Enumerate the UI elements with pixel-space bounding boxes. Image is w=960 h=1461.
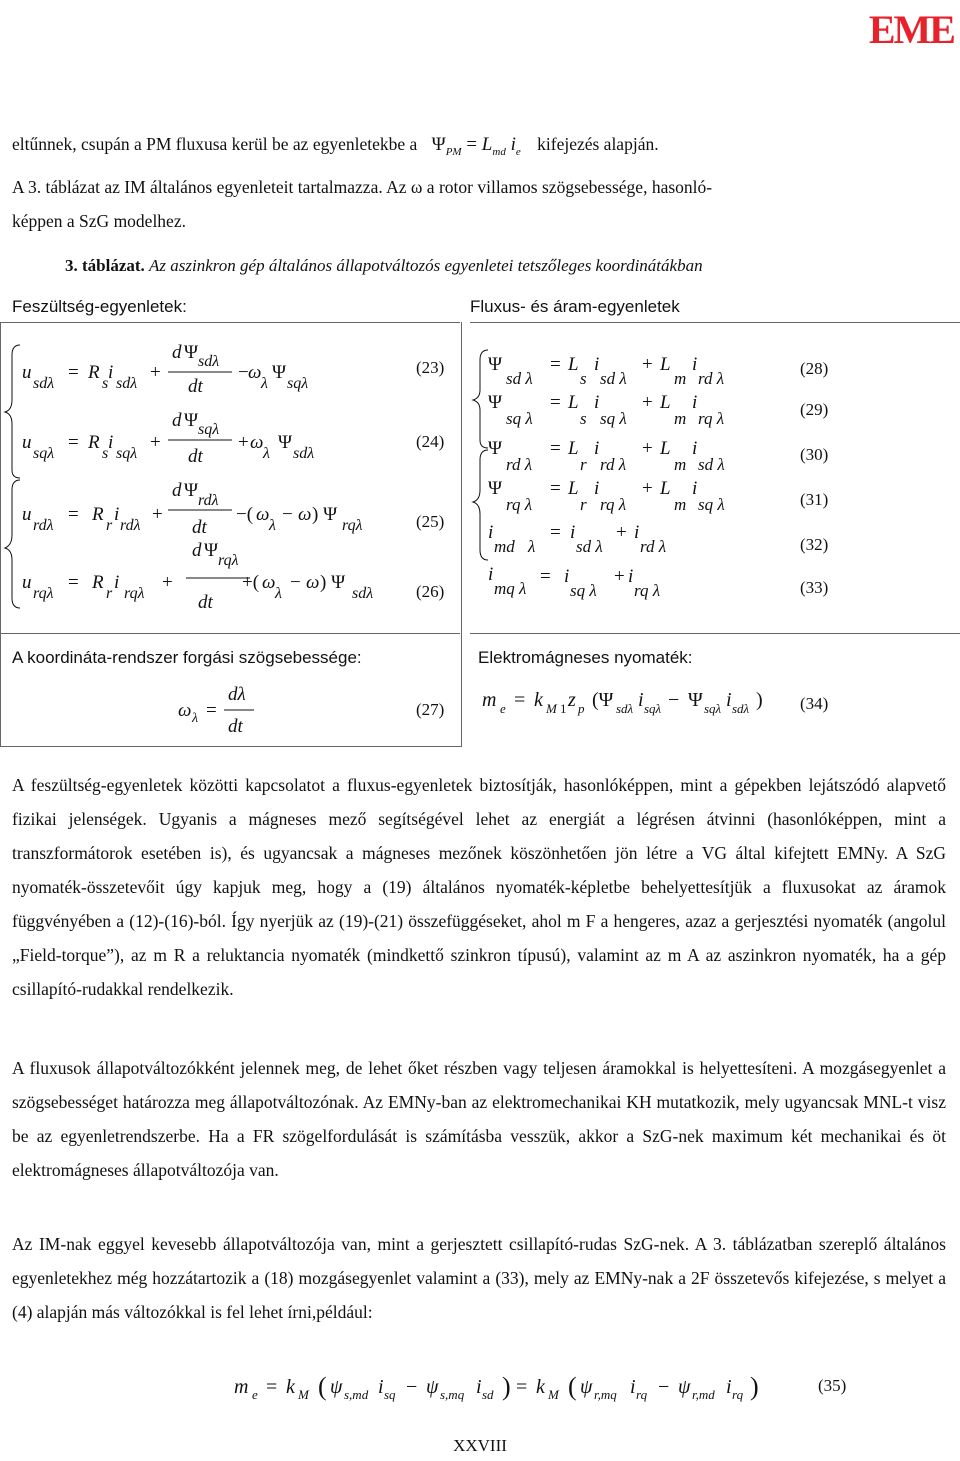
svg-text:i: i bbox=[488, 522, 494, 543]
svg-text:=: = bbox=[550, 392, 561, 413]
svg-text:sqλ: sqλ bbox=[33, 445, 55, 462]
intro-line1-after: kifejezés alapján. bbox=[537, 134, 659, 154]
svg-text:d: d bbox=[172, 342, 182, 363]
svg-text:r: r bbox=[106, 585, 113, 602]
table-caption bbox=[65, 256, 703, 276]
svg-text:=: = bbox=[540, 566, 551, 587]
svg-text:L: L bbox=[660, 354, 671, 375]
table-bottom-line bbox=[0, 746, 461, 747]
svg-text:ψ: ψ bbox=[330, 1376, 343, 1398]
svg-text:ω: ω bbox=[306, 572, 320, 593]
body-paragraph-3: Az IM-nak eggyel kevesebb állapotváltozója van, mint a gerjesztett csillapító-rudas SzG-nek. A 3. táblázatban szereplő általános egyenletekhez még hozzátartozik a (18) mozgásegyenlet valamint a (33), mely az EMNy-nak a 2F összetevős kifejezése, s melyet a (4) alapján más változókkal is fel lehet írni,például: bbox=[12, 1234, 946, 1322]
svg-text:−: − bbox=[668, 689, 680, 711]
svg-text:rdλ: rdλ bbox=[33, 517, 54, 534]
svg-text:R: R bbox=[88, 432, 100, 453]
svg-text:L: L bbox=[568, 392, 579, 413]
svg-text:rqλ: rqλ bbox=[218, 552, 239, 569]
svg-text:u: u bbox=[22, 432, 32, 453]
svg-text:i: i bbox=[692, 354, 698, 375]
svg-text:rd λ: rd λ bbox=[698, 369, 725, 388]
flux-equations-figure bbox=[468, 330, 958, 620]
svg-text:Ψ: Ψ bbox=[488, 354, 503, 375]
intro-line1-before: eltűnnek, csupán a PM fluxusa kerül be az egyenletekbe a bbox=[12, 134, 418, 154]
svg-text:−: − bbox=[238, 362, 249, 383]
svg-text:p: p bbox=[578, 701, 585, 716]
svg-text:): ) bbox=[502, 1372, 511, 1401]
svg-text:k: k bbox=[534, 689, 543, 711]
svg-text:i: i bbox=[726, 689, 732, 711]
svg-text:−: − bbox=[658, 1376, 670, 1398]
svg-text:md: md bbox=[494, 537, 515, 556]
svg-text:m: m bbox=[482, 689, 497, 711]
journal-logo: EME bbox=[868, 7, 954, 52]
svg-text:sdλ: sdλ bbox=[616, 701, 634, 716]
svg-text:R: R bbox=[88, 362, 100, 383]
svg-text:λ: λ bbox=[269, 517, 276, 534]
svg-text:r: r bbox=[106, 517, 113, 534]
svg-text:L: L bbox=[660, 438, 671, 459]
svg-text:s: s bbox=[580, 369, 587, 388]
pm-flux-formula: $\Psi_{PM} = L_{md}$ $i_e$ bbox=[431, 134, 521, 158]
svg-text:=: = bbox=[68, 432, 79, 453]
svg-text:i: i bbox=[564, 566, 570, 587]
table-mid-line-right bbox=[470, 633, 960, 634]
svg-text:Ψ: Ψ bbox=[184, 342, 199, 363]
svg-text:Ψ: Ψ bbox=[272, 362, 287, 383]
svg-text:ω: ω bbox=[298, 504, 312, 525]
svg-text:i: i bbox=[594, 478, 600, 499]
eq-number-30: (30) bbox=[800, 445, 829, 464]
svg-text:sq λ: sq λ bbox=[570, 581, 597, 600]
table-top-line-right bbox=[470, 322, 960, 323]
svg-text:rdλ: rdλ bbox=[120, 517, 141, 534]
svg-text:d: d bbox=[172, 480, 182, 501]
svg-text:+: + bbox=[238, 432, 249, 453]
svg-text:=: = bbox=[68, 504, 79, 525]
svg-text:sd λ: sd λ bbox=[600, 369, 627, 388]
svg-text:L: L bbox=[568, 478, 579, 499]
svg-text:ω: ω bbox=[248, 362, 262, 383]
voltage-equations-figure bbox=[0, 330, 460, 620]
svg-text:d: d bbox=[172, 410, 182, 431]
svg-text:i: i bbox=[114, 504, 120, 525]
svg-text:rqλ: rqλ bbox=[124, 585, 145, 602]
svg-text:dt: dt bbox=[192, 517, 207, 538]
svg-text:i: i bbox=[570, 522, 576, 543]
svg-text:=: = bbox=[516, 1376, 528, 1398]
svg-text:s,md: s,md bbox=[344, 1387, 369, 1402]
svg-text:i: i bbox=[594, 438, 600, 459]
svg-text:rqλ: rqλ bbox=[33, 585, 54, 602]
svg-text:sdλ: sdλ bbox=[293, 445, 315, 462]
eq35-formula bbox=[230, 1365, 870, 1411]
svg-text:−(: −( bbox=[236, 504, 254, 525]
svg-text:λ: λ bbox=[528, 537, 536, 556]
svg-text:Ψ: Ψ bbox=[278, 432, 293, 453]
svg-text:i: i bbox=[476, 1376, 482, 1398]
svg-text:(Ψ: (Ψ bbox=[592, 689, 614, 711]
svg-text:sdλ: sdλ bbox=[116, 375, 138, 392]
svg-text:=: = bbox=[266, 1376, 278, 1398]
svg-text:r,mq: r,mq bbox=[594, 1387, 617, 1402]
svg-text:sd: sd bbox=[482, 1387, 494, 1402]
svg-text:=: = bbox=[206, 700, 217, 721]
svg-text:u: u bbox=[22, 504, 32, 525]
svg-text:dt: dt bbox=[188, 446, 203, 467]
svg-text:Ψ: Ψ bbox=[688, 689, 703, 711]
body-paragraph-1: A feszültség-egyenletek közötti kapcsolatot a fluxus-egyenletek biztosítják, hasonlóképpen, mint a gépekben lejátszódó alapvető fizikai jelenségek. Ugyanis a mágneses mező segítségével lehet az energiát a légrésen átvinni (hasonlóképpen, mint a transzformátorok esetében is), és ugyancsak a mágneses mezőnek köszönhetően jön létre a VG által kifejtett EMNy. A SzG nyomaték-összetevőit úgy kapjuk meg, hogy a (19) általános nyomaték-képletbe behelyettesítjük a fluxusokat az áramok függvényében a (12)-(16)-ból. Így nyerjük az (19)-(21) összefüggéseket, ahol m F a hengeres, azaz a gerjesztési nyomaték (angolul „Field-torque”), az m R a reluktancia nyomaték (mindkettő szinkron típusú), valamint az m A az aszinkron nyomaték, ha a gép csillapító-rudakkal rendelkezik. bbox=[12, 775, 946, 999]
svg-text:ψ: ψ bbox=[678, 1376, 691, 1398]
intro-line-1 bbox=[12, 127, 946, 169]
svg-text:dλ: dλ bbox=[228, 684, 246, 705]
svg-text:=: = bbox=[514, 689, 526, 711]
svg-text:sdλ: sdλ bbox=[33, 375, 55, 392]
svg-text:−: − bbox=[406, 1376, 418, 1398]
svg-text:+(: +( bbox=[242, 572, 260, 593]
svg-text:u: u bbox=[22, 362, 32, 383]
svg-text:ω: ω bbox=[262, 572, 276, 593]
svg-text:R: R bbox=[92, 504, 104, 525]
svg-text:+: + bbox=[152, 504, 163, 525]
svg-text:rd λ: rd λ bbox=[640, 537, 667, 556]
svg-text:i: i bbox=[692, 392, 698, 413]
svg-text:sqλ: sqλ bbox=[198, 421, 220, 438]
svg-text:k: k bbox=[286, 1376, 295, 1398]
eq-number-28: (28) bbox=[800, 359, 829, 378]
svg-text:): ) bbox=[750, 1372, 759, 1401]
svg-text:sqλ: sqλ bbox=[644, 701, 662, 716]
svg-text:z: z bbox=[568, 689, 576, 711]
svg-text:M: M bbox=[546, 701, 557, 716]
svg-text:s: s bbox=[102, 445, 109, 462]
svg-text:mq λ: mq λ bbox=[494, 579, 527, 598]
rotation-speed-header: A koordináta-rendszer forgási szögsebessége: bbox=[12, 648, 362, 667]
svg-text:L: L bbox=[660, 392, 671, 413]
svg-text:Ψ: Ψ bbox=[184, 480, 199, 501]
svg-text:Ψ: Ψ bbox=[488, 392, 503, 413]
voltage-equations-header: Feszültség-egyenletek: bbox=[12, 297, 187, 316]
svg-text:sqλ: sqλ bbox=[287, 375, 309, 392]
svg-text:(: ( bbox=[318, 1372, 327, 1401]
svg-text:dt: dt bbox=[228, 716, 243, 737]
svg-text:s,mq: s,mq bbox=[440, 1387, 465, 1402]
svg-text:d: d bbox=[192, 540, 202, 561]
svg-text:+: + bbox=[642, 478, 653, 499]
flux-current-equations-header: Fluxus- és áram-egyenletek bbox=[470, 297, 680, 316]
svg-text:m: m bbox=[674, 409, 687, 428]
table-top-line-left bbox=[0, 322, 460, 323]
svg-text:sqλ: sqλ bbox=[116, 445, 138, 462]
svg-text:1: 1 bbox=[560, 701, 567, 716]
svg-text:=: = bbox=[550, 438, 561, 459]
svg-text:sq λ: sq λ bbox=[698, 495, 725, 514]
svg-text:e: e bbox=[252, 1387, 258, 1402]
eq-number-24: (24) bbox=[416, 432, 445, 451]
svg-text:e: e bbox=[500, 701, 506, 716]
svg-text:k: k bbox=[536, 1376, 545, 1398]
eq-number-33: (33) bbox=[800, 578, 829, 597]
svg-text:rdλ: rdλ bbox=[198, 492, 219, 509]
eq-number-34: (34) bbox=[800, 694, 829, 713]
svg-text:+: + bbox=[616, 522, 627, 543]
svg-text:) Ψ: ) Ψ bbox=[320, 572, 346, 593]
eq-number-32: (32) bbox=[800, 535, 829, 554]
svg-text:sd λ: sd λ bbox=[576, 537, 603, 556]
svg-text:rd λ: rd λ bbox=[506, 455, 533, 474]
svg-text:(: ( bbox=[568, 1372, 577, 1401]
svg-text:+: + bbox=[150, 432, 161, 453]
svg-text:m: m bbox=[674, 495, 687, 514]
svg-text:R: R bbox=[92, 572, 104, 593]
svg-text:+: + bbox=[614, 566, 625, 587]
svg-text:ω: ω bbox=[256, 504, 270, 525]
svg-text:ω: ω bbox=[250, 432, 264, 453]
svg-text:L: L bbox=[568, 354, 579, 375]
svg-text:dt: dt bbox=[198, 592, 213, 613]
table-caption-text: Az aszinkron gép általános állapotváltozós egyenletei tetszőleges koordinátákban bbox=[149, 256, 703, 275]
svg-text:L: L bbox=[568, 438, 579, 459]
svg-text:Ψ: Ψ bbox=[184, 410, 199, 431]
svg-text:s: s bbox=[580, 409, 587, 428]
svg-text:r,md: r,md bbox=[692, 1387, 715, 1402]
svg-text:): ) bbox=[756, 689, 763, 711]
torque-header: Elektromágneses nyomaték: bbox=[478, 648, 693, 667]
svg-text:=: = bbox=[550, 478, 561, 499]
svg-text:M: M bbox=[548, 1387, 559, 1402]
svg-text:i: i bbox=[594, 354, 600, 375]
eq-number-31: (31) bbox=[800, 490, 829, 509]
svg-text:sq λ: sq λ bbox=[600, 409, 627, 428]
svg-text:rq λ: rq λ bbox=[698, 409, 725, 428]
svg-text:Ψ: Ψ bbox=[488, 438, 503, 459]
svg-text:sdλ: sdλ bbox=[732, 701, 750, 716]
svg-text:L: L bbox=[660, 478, 671, 499]
svg-text:i: i bbox=[726, 1376, 732, 1398]
svg-text:+: + bbox=[642, 354, 653, 375]
svg-text:+: + bbox=[162, 572, 173, 593]
svg-text:i: i bbox=[488, 564, 494, 585]
svg-text:r: r bbox=[580, 455, 587, 474]
svg-text:−: − bbox=[290, 572, 301, 593]
svg-text:rq λ: rq λ bbox=[506, 495, 533, 514]
svg-text:−: − bbox=[282, 504, 293, 525]
svg-text:i: i bbox=[628, 566, 634, 587]
svg-text:m: m bbox=[674, 455, 687, 474]
svg-text:rq: rq bbox=[636, 1387, 648, 1402]
svg-text:=: = bbox=[68, 362, 79, 383]
svg-text:Ψ: Ψ bbox=[204, 540, 219, 561]
eq-number-26: (26) bbox=[416, 582, 445, 601]
svg-text:sq: sq bbox=[384, 1387, 396, 1402]
svg-text:=: = bbox=[68, 572, 79, 593]
svg-text:λ: λ bbox=[261, 375, 268, 392]
svg-text:Ψ: Ψ bbox=[488, 478, 503, 499]
svg-text:=: = bbox=[550, 354, 561, 375]
eq-number-29: (29) bbox=[800, 400, 829, 419]
svg-text:r: r bbox=[580, 495, 587, 514]
svg-text:m: m bbox=[674, 369, 687, 388]
svg-text:i: i bbox=[634, 522, 640, 543]
svg-text:i: i bbox=[108, 432, 114, 453]
page-number: XXVIII bbox=[453, 1436, 507, 1455]
svg-text:+: + bbox=[642, 392, 653, 413]
eq-number-27: (27) bbox=[416, 700, 445, 719]
svg-text:u: u bbox=[22, 572, 32, 593]
svg-text:rd λ: rd λ bbox=[600, 455, 627, 474]
svg-text:+: + bbox=[642, 438, 653, 459]
svg-text:i: i bbox=[630, 1376, 636, 1398]
eq-number-25: (25) bbox=[416, 512, 445, 531]
svg-text:λ: λ bbox=[192, 711, 199, 726]
svg-text:sd λ: sd λ bbox=[698, 455, 725, 474]
svg-text:ω: ω bbox=[178, 700, 192, 721]
svg-text:M: M bbox=[298, 1387, 309, 1402]
svg-text:sdλ: sdλ bbox=[198, 353, 220, 370]
table-middle-divider bbox=[461, 322, 462, 747]
svg-text:sqλ: sqλ bbox=[704, 701, 722, 716]
svg-text:sq λ: sq λ bbox=[506, 409, 533, 428]
svg-text:sd λ: sd λ bbox=[506, 369, 533, 388]
svg-text:λ: λ bbox=[275, 585, 282, 602]
svg-text:i: i bbox=[594, 392, 600, 413]
svg-text:rq: rq bbox=[732, 1387, 744, 1402]
svg-text:i: i bbox=[108, 362, 114, 383]
svg-text:sdλ: sdλ bbox=[352, 585, 374, 602]
svg-text:rqλ: rqλ bbox=[342, 517, 363, 534]
table-mid-line-left bbox=[0, 633, 460, 634]
svg-text:) Ψ: ) Ψ bbox=[312, 504, 338, 525]
svg-text:ψ: ψ bbox=[426, 1376, 439, 1398]
svg-text:dt: dt bbox=[188, 376, 203, 397]
svg-text:rq λ: rq λ bbox=[634, 581, 661, 600]
svg-text:i: i bbox=[638, 689, 644, 711]
table-caption-label: 3. táblázat. bbox=[65, 256, 145, 275]
svg-text:s: s bbox=[102, 375, 109, 392]
intro-line-3: képpen a SzG modelhez. bbox=[12, 211, 186, 231]
eq27-formula bbox=[170, 680, 280, 740]
svg-text:m: m bbox=[234, 1376, 249, 1398]
intro-line-2: A 3. táblázat az IM általános egyenleteit tartalmazza. Az ω a rotor villamos szögsebessége, hasonló- bbox=[12, 177, 713, 197]
svg-text:+: + bbox=[150, 362, 161, 383]
body-paragraph-2: A fluxusok állapotváltozókként jelennek meg, de lehet őket részben vagy teljesen áramokkal is helyettesíteni. A mozgásegyenlet a szögsebességet határozza meg állapotváltozónak. Az EMNy-ban az elektromechanikai KH mutatkozik, mely ugyancsak MNL-t visz be az egyenletrendszerbe. Ha a FR szögelfordulását is számításba vesszük, akkor a SzG-nek maximum két mechanikai és öt elektromágneses állapotváltozója van. bbox=[12, 1058, 946, 1180]
svg-text:i: i bbox=[692, 438, 698, 459]
svg-text:ψ: ψ bbox=[580, 1376, 593, 1398]
svg-text:i: i bbox=[378, 1376, 384, 1398]
svg-text:λ: λ bbox=[263, 445, 270, 462]
eq-number-23: (23) bbox=[416, 358, 445, 377]
eq-number-35: (35) bbox=[818, 1376, 847, 1395]
eq34-formula bbox=[478, 678, 798, 728]
svg-text:i: i bbox=[114, 572, 120, 593]
svg-text:=: = bbox=[550, 522, 561, 543]
svg-text:rq λ: rq λ bbox=[600, 495, 627, 514]
svg-text:i: i bbox=[692, 478, 698, 499]
